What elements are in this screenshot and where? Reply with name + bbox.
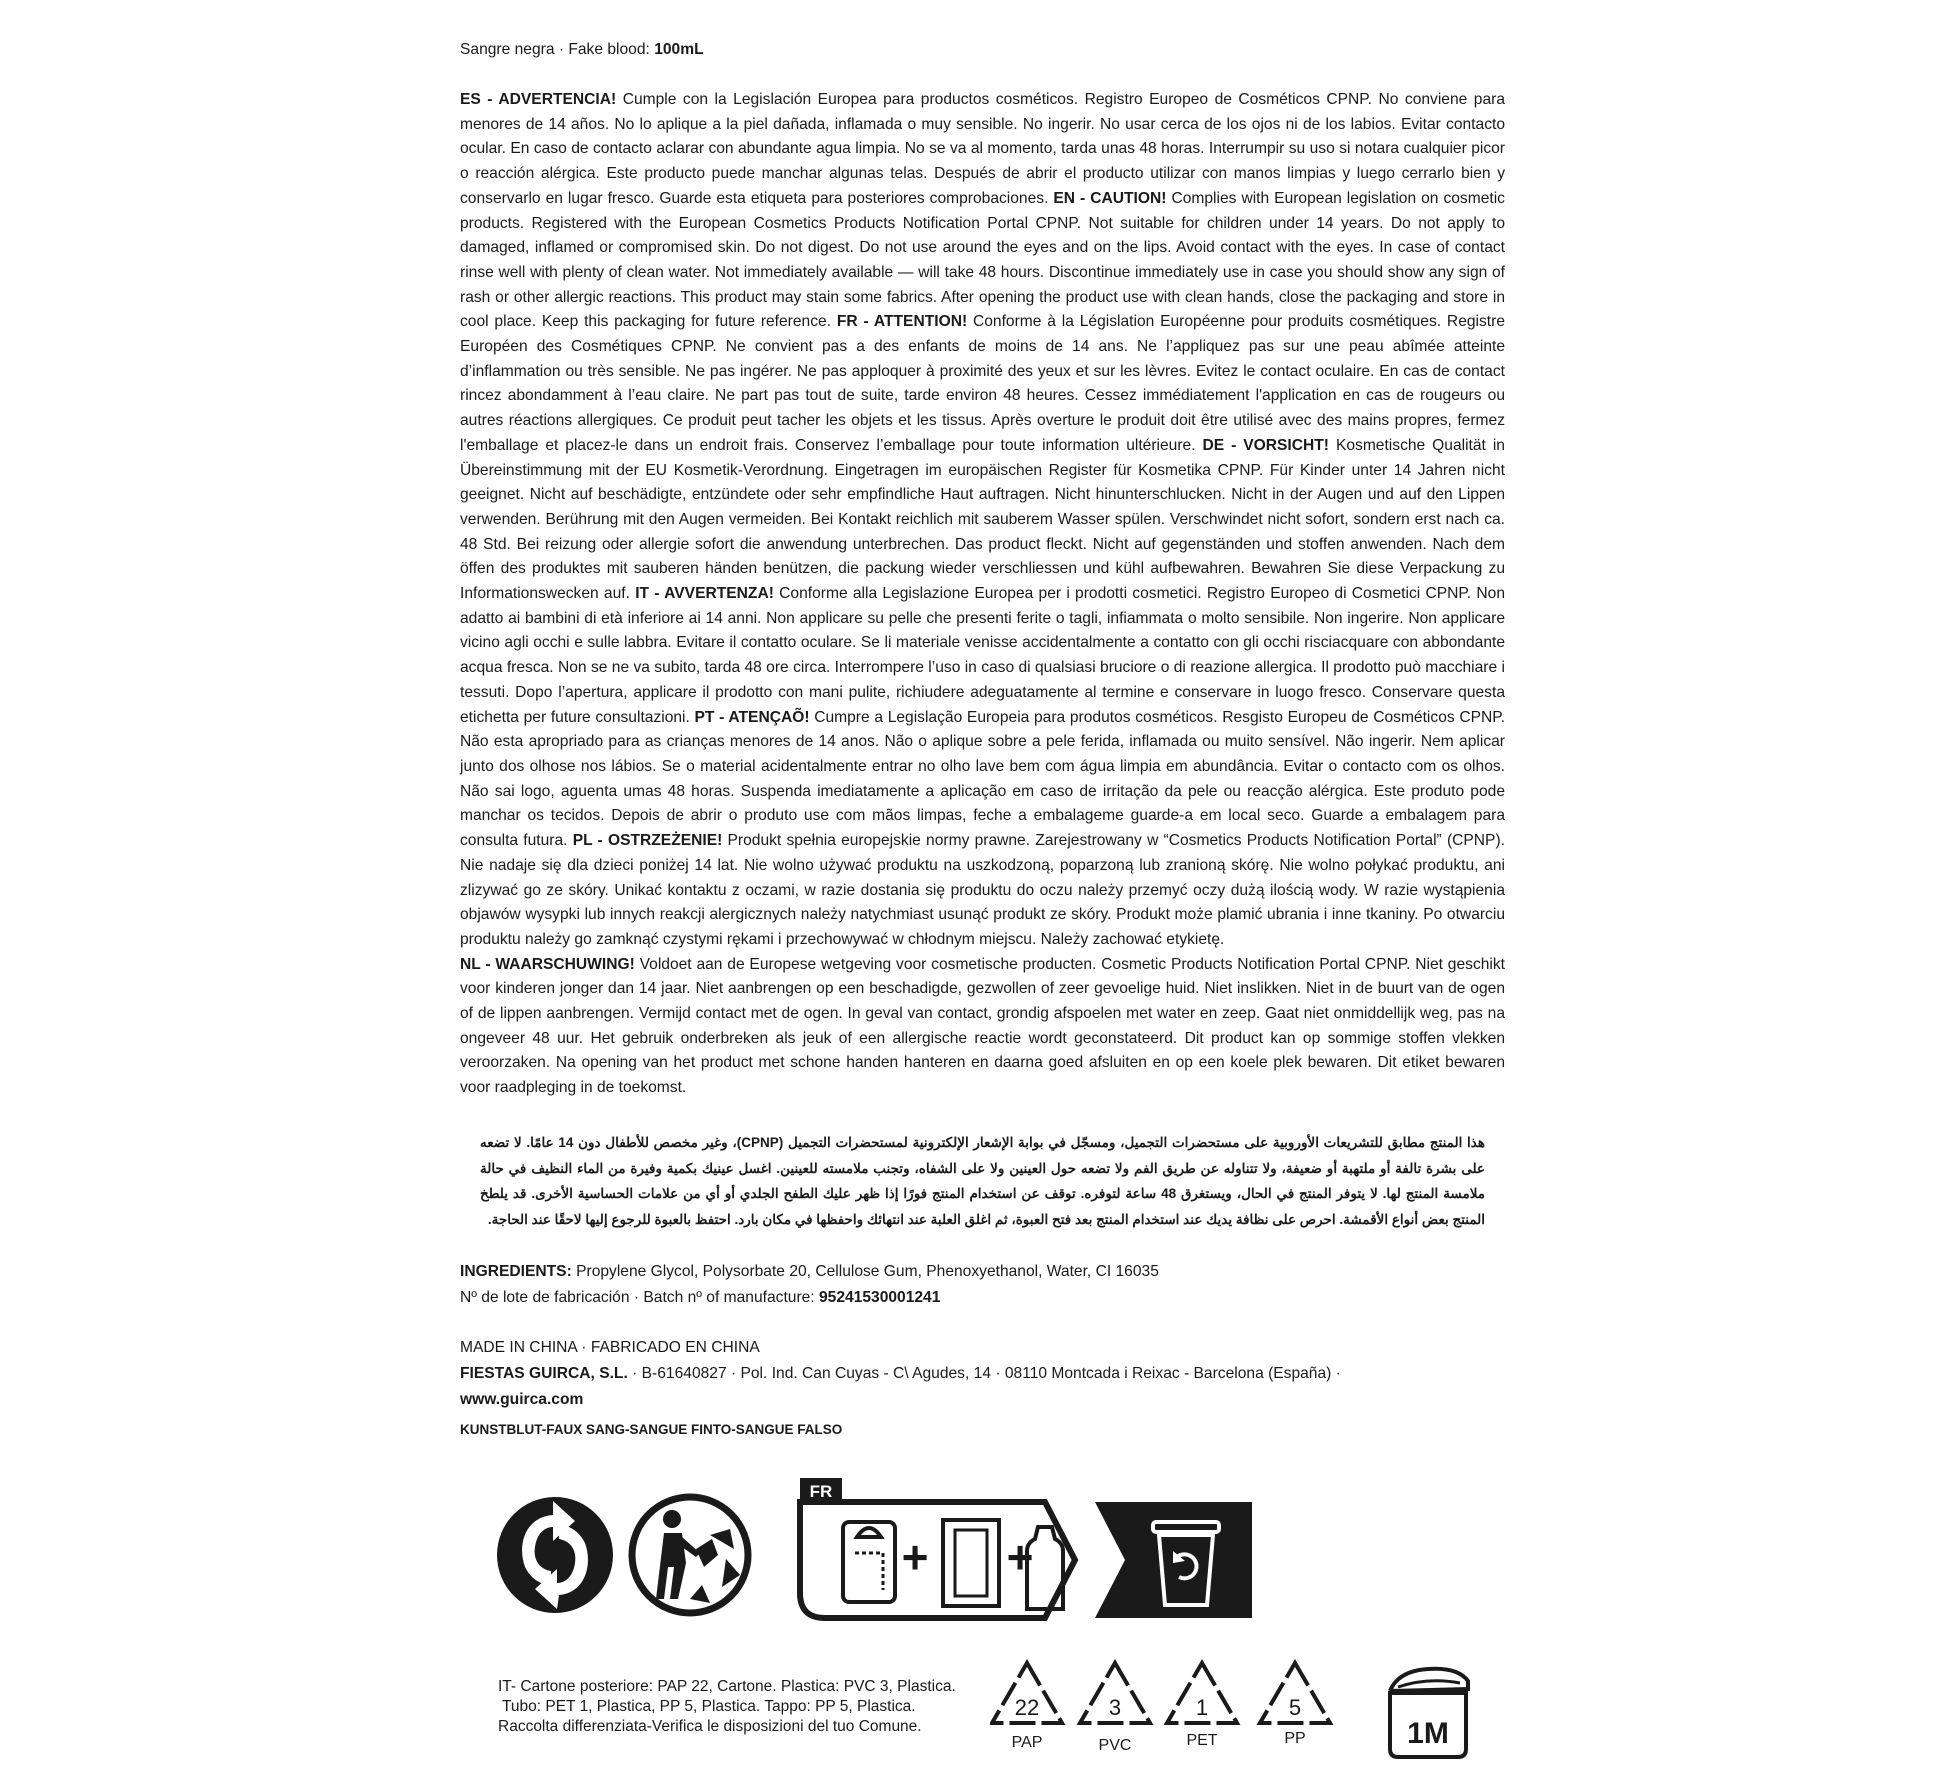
warning-tag-es: ES - ADVERTENCIA! [460,91,617,108]
product-names: KUNSTBLUT-FAUX SANG-SANGUE FINTO-SANGUE FALSO [460,1422,843,1437]
resin-code-pap [992,1663,1062,1751]
recycling-line-2: Tubo: PET 1, Plastica, PP 5, Plastica. Tappo: PP 5, Plastica. [498,1698,916,1715]
recycling-bin-icon [1095,1502,1252,1618]
company-name: FIESTAS GUIRCA, S.L. [460,1365,628,1382]
ingredients [460,1262,1505,1282]
warning-text-pt: Cumpre a Legislação Europeia para produtos cosméticos. Resgisto Europeu de Cosméticos CPNP. Não esta apropriado para as crianças menores de 14 anos. Não o aplique sobre a pele ferida, inflamada ou muito sensível. Não ingerir. Nem aplicar junto dos olhose nos lábios. Se o material acidentalmente entrar no olho lave bem com água limpia em abundância. Evitar o contacto com os olhos. Não sai logo, aguenta umas 48 horas. Suspenda imediatamente a aplicação em caso de irritação da pele ou reacção alérgica. Este produto pode manchar os tecidos. Depois de abrir o produto use com mãos limpas, feche a embalageme guarde-a em local seco. Guarde a embalagem para consulta futura. [460,708,1505,850]
resin-code-pvc [1080,1663,1150,1754]
warning-text-it: Conforme alla Legislazione Europea per i prodotti cosmetici. Registro Europeo di Cosmetici CPNP. Non adatto ai bambini di età inferiore ai 14 anni. Non applicare su pelle che presenti ferite o tagli, infiammata o molto sensibile. Non ingerire. Non applicare vicino agli occhi e sulle labbra. Evitare il contatto oculare. Se li materiale venisse accidentalmente a contatto con gli occhi risciacquare con abbondante acqua fresca. Non se ne va subito, tarda 48 ore circa. Interrompere l’uso in caso di qualsiasi bruciore o di reazione allergica. Il prodotto può macchiare i tessuti. Dopo l’apertura, applicare il prodotto con mani pulite, richiudere adeguatamente al termine e conservare in luogo fresco. Conservare questa etichetta per future consultazioni. [460,585,1505,726]
arabic-warning: هذا المنتج مطابق للتشريعات الأوروبية على مستحضرات التجميل، ومسجّل في بوابة الإشعار الإلكترونية لمستحضرات التجميل (CPNP)، وغير مخصص للأطفال دون 14 عامًا. لا تضعه على بشرة تالفة أو ملتهبة أو ضعيفة، ولا تتناوله عن طريق الفم ولا تضعه حول العينين ولا على الشفاه، وتجنب ملامسته للعينين. اغسل عينيك بكمية وفيرة من الماء النظيف في حالة ملامسة المنتج لها. لا يتوفر المنتج في الحال، ويستغرق 48 ساعة لتوفره. توقف عن استخدام المنتج فورًا إذا ظهر عليك الطفح الجلدي أو أي من علامات الحساسية الأخرى. قد يلطخ المنتج بعض أنواع الأقمشة. احرص على نظافة يديك عند استخدام المنتج بعد فتح العبوة، ثم اغلق العلبة عند انتهائك واحفظها في مكان بارد. احتفظ بالعبوة للرجوع إليها لاحقًا عند الحاجة. [480,1135,1485,1227]
green-dot-icon [497,1497,613,1613]
warning-text-pl: Produkt spełnia europejskie normy prawne. Zarejestrowany w “Cosmetics Products Notification Portal” (CPNP). Nie nadaje się dla dzieci poniżej 14 lat. Nie wolno używać produktu na uszkodzoną, poparzoną lub zranioną skórę. Nie wolno połykać produktu, ani zlizywać go ze skóry. Unikać kontaktu z oczami, w razie dostania się produktu do oczu należy przemyć oczy dużą ilością wody. W razie wystąpienia objawów wysypki lub innych reakcji alergicznych należy natychmiast usunąć produkt ze skóry. Produkt może plamić ubrania i inne tkaniny. Po otwarciu produktu należy go zamknąć czystymi rękami i przechowywać w chłodnym miejscu. Należy zachować etykietę. [460,832,1505,948]
warning-text-de: Kosmetische Qualität in Übereinstimmung mit der EU Kosmetik-Verordnung. Eingetragen im europäischen Register für Kosmetika CPNP. Für Kinder unter 14 Jahren nicht geeignet. Nicht auf beschädigte, entzündete oder sehr empfindliche Haut auftragen. Nicht hinunterschlucken. Nicht in der Augen und auf den Lippen verwenden. Berührung mit den Augen vermeiden. Bei Kontakt reichlich mit sauberem Wasser spülen. Verschwindet nicht sofort, sondern erst nach ca. 48 Std. Bei reizung oder allergie sofort die anwendung unterbrechen. Das product fleckt. Nicht auf gegenständen und stoffen anwenden. Nach dem öffen des produktes mit sauberen händen benützen, die packung wieder verschliessen und kühl aufbewahren. Bewahren Sie diese Verpackung zu Informationswecken auf. [460,436,1505,603]
warnings-block [460,88,1505,1101]
pao-jar-icon [1390,1669,1468,1757]
warning-text-fr: Conforme à la Législation Européenne pour produits cosmétiques. Registre Européen des Cosmétiques CPNP. Ne convient pas a des enfants de moins de 14 ans. Ne l’appliquez pas sur une peau abîmée atteinte d’inflammation ou très sensible. Ne pas ingérer. Ne pas apploquer à proximité des yeux et sur les lèvres. Evitez le contact oculaire. En cas de contact rincez abondamment à l’eau claire. Ne part pas tout de suite, tarde environ 48 heures. Cessez immédiatement l'application en cas de rougeurs ou autres réactions allergiques. Ce produit peut tacher les objets et les tissus. Après overture le produit doit être utilisé avec des mains propres, fermez l'emballage et placez-le dans un endroit frais. Conservez l’emballage pour toute information ultérieure. [460,313,1505,454]
recycling-instructions [498,1677,998,1737]
card-icon [843,1522,895,1602]
warning-tag-de: DE - VORSICHT! [1202,436,1329,454]
resin-codes [990,1655,1480,1765]
company-info [460,1364,1505,1384]
box-icon [943,1520,999,1606]
svg-text:+: + [901,1531,929,1583]
resin-label-pap: PAP [1011,1734,1043,1751]
warning-text-nl: Voldoet aan de Europese wetgeving voor cosmetische producten. Cosmetic Products Notification Portal CPNP. Niet geschikt voor kinderen jonger dan 14 jaar. Niet aanbrengen op een beschadigde, gezwollen of zeer gevoelige huid. Niet inslikken. Niet in de buurt van de ogen of de lippen aanbrengen. Vermijd contact met de ogen. In geval van contact, grondig afspoelen met water en zeep. Gaat niet onmiddellijk weg, pas na ongeveer 48 uur. Het gebruik onderbreken als jeuk of een allergische reactie wordt geconstateerd. Dit product kan op sommige stoffen vlekken veroorzaken. Na opening van het product met schone handen hanteren en daarna goed afsluiten en op een koele plek bewaren. Dit etiket bewaren voor raadpleging in de toekomst. [460,955,1506,1097]
resin-code-pet [1167,1663,1237,1749]
product-title-label: Sangre negra · Fake blood: [460,41,655,58]
warning-text-es: Cumple con la Legislación Europea para productos cosméticos. Registro Europeo de Cosméticos CPNP. No conviene para menores de 14 años. No lo aplique a la piel dañada, inflamada o muy sensible. No ingerir. No usar cerca de los ojos ni de los labios. Evitar contacto ocular. En caso de contacto aclarar con abundante agua limpia. No se va al momento, tarda unas 48 horas. Interrumpir su uso si notara cualquier picor o reacción alérgica. Este producto puede manchar algunas telas. Después de abrir el producto utilizar con manos limpias y luego cerrarlo bien y conservarlo en lugar fresco. Guarde esta etiqueta para posteriores comprobaciones. [460,91,1506,207]
company-details: · B-61640827 · Pol. Ind. Can Cuyas - C\ Agudes, 14 · 08110 Montcada i Reixac - Barcelona (España) · [627,1365,1341,1382]
recycling-line-3: Raccolta differenziata-Verifica le disposizioni del tuo Comune. [498,1718,922,1735]
warning-tag-fr: FR - ATTENTION! [836,313,968,331]
origin-text: MADE IN CHINA · FABRICADO EN CHINA [460,1339,760,1356]
warning-text-en: Complies with European legislation on cosmetic products. Registered with the European Cosmetics Products Notification Portal CPNP. Not suitable for children under 14 years. Do not apply to damaged, inflamed or compromised skin. Do not digest. Do not use around the eyes and on the lips. Avoid contact with the eyes. In case of contact rinse well with plenty of clean water. Not immediately available — will take 48 hours. Discontinue immediately use in case you should show any sign of rash or other allergic reactions. This product may stain some fabrics. After opening the product use with clean hands, close the packaging and store in cool place. Keep this packaging for future reference. [460,189,1505,331]
warning-tag-pl: PL - OSTRZEŻENIE! [572,832,723,850]
warning-tag-en: EN - CAUTION! [1053,189,1167,207]
warning-tag-it: IT - AVVERTENZA! [635,585,774,603]
resin-num-pvc: 3 [1108,1695,1122,1720]
ingredients-text: Propylene Glycol, Polysorbate 20, Cellulose Gum, Phenoxyethanol, Water, CI 16035 [571,1263,1159,1280]
warning-tag-pt: PT - ATENÇAÕ! [694,708,810,726]
product-volume: 100mL [654,41,704,58]
resin-label-pp: PP [1284,1730,1306,1747]
batch-number [460,1288,1505,1308]
resin-num-pap: 22 [1014,1695,1040,1720]
batch-label: Nº de lote de fabricación · Batch nº of manufacture: [460,1289,819,1306]
svg-text:+: + [1006,1531,1034,1583]
recycling-line-1: IT- Cartone posteriore: PAP 22, Cartone. Plastica: PVC 3, Plastica. [498,1678,956,1695]
resin-num-pet: 1 [1195,1695,1209,1720]
resin-label-pet: PET [1186,1732,1218,1749]
pao-value: 1M [1407,1717,1449,1750]
warning-tag-nl: NL - WAARSCHUWING! [460,955,635,973]
product-title [460,40,1505,60]
resin-num-pp: 5 [1288,1695,1302,1720]
triman-country: FR [809,1482,833,1501]
tidyman-icon [632,1497,748,1613]
recycling-symbols [495,1475,1355,1635]
resin-label-pvc: PVC [1098,1737,1132,1754]
resin-code-pp [1260,1663,1330,1747]
triman-icon [800,1478,1075,1618]
batch-value: 95241530001241 [818,1289,941,1306]
ingredients-label: INGREDIENTS: [460,1263,572,1280]
website-link: www.guirca.com [460,1391,584,1408]
